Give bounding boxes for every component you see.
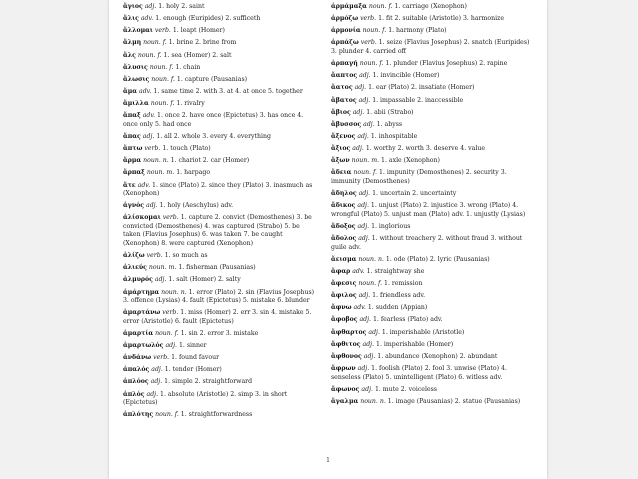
part-of-speech: adj. <box>144 3 157 10</box>
dictionary-entry <box>331 3 535 12</box>
dictionary-entry <box>331 109 535 118</box>
dictionary-entry <box>331 386 535 395</box>
headword: ἁλίσκομαι <box>123 214 161 222</box>
part-of-speech: adj. <box>363 120 375 128</box>
dictionary-entry <box>331 256 535 265</box>
dictionary-entry <box>123 378 319 387</box>
headword: ἄφρων <box>331 364 356 372</box>
part-of-speech: adv. <box>139 87 152 95</box>
definition: 1. salt (Homer) 2. salty <box>168 276 241 284</box>
headword: ἄφνω <box>331 304 352 312</box>
part-of-speech: noun. f. <box>151 75 175 83</box>
part-of-speech: adv. <box>140 15 154 23</box>
definition: 1. abundance (Xenophon) 2. abundant <box>377 352 498 360</box>
headword: ἄφιλος <box>331 292 357 300</box>
definition: 1. sin 2. error 3. mistake <box>180 329 259 337</box>
headword: ἄδεια <box>331 169 352 177</box>
dictionary-entry <box>123 112 319 129</box>
dictionary-entry <box>331 145 535 154</box>
headword: ἅλμη <box>123 39 142 47</box>
dictionary-entry <box>123 276 319 285</box>
headword: ἅμα <box>123 87 138 95</box>
dictionary-entry <box>331 39 535 56</box>
headword: ἄγαλμα <box>331 397 359 405</box>
definition: 1. imperishable (Aristotle) <box>381 328 465 336</box>
dictionary-entry <box>123 264 319 273</box>
headword: ἁρμόζω <box>331 15 359 23</box>
part-of-speech: noun. f. <box>149 63 174 71</box>
dictionary-entry <box>123 289 319 306</box>
definition: 1. sudden (Appian) <box>367 304 428 312</box>
definition: 1. abii (Strabo) <box>366 108 414 116</box>
dictionary-entry <box>123 330 319 339</box>
part-of-speech: adj. <box>154 276 167 284</box>
dictionary-entry <box>331 27 535 36</box>
right-column <box>331 3 535 410</box>
headword: ἅλις <box>123 15 139 23</box>
dictionary-entry <box>331 292 535 301</box>
part-of-speech: adj. <box>359 316 372 324</box>
definition: 1. simple 2. straightforward <box>164 378 253 386</box>
definition: 1. invincible (Homer) <box>372 72 440 80</box>
headword: ἁμάρτημα <box>123 288 160 296</box>
definition: 1. found favour <box>171 354 220 362</box>
part-of-speech: noun. m. <box>148 264 177 272</box>
dictionary-entry <box>123 3 319 12</box>
part-of-speech: noun. f. <box>143 39 167 47</box>
headword: ἅτε <box>123 181 136 189</box>
dictionary-entry <box>123 52 319 61</box>
part-of-speech: adv. <box>142 112 156 120</box>
part-of-speech: adj. <box>352 108 365 116</box>
headword: ἄξων <box>331 157 350 165</box>
definition: 1. absolute (Aristotle) 2. simp 3. in short (Epictetus) <box>123 390 288 407</box>
part-of-speech: verb. <box>360 15 377 23</box>
headword: ἁρμονία <box>331 27 361 35</box>
part-of-speech: verb. <box>162 309 179 317</box>
definition: 1. imperishable (Homer) <box>376 340 454 348</box>
headword: ἅπαξ <box>123 112 141 120</box>
part-of-speech: adj. <box>354 84 367 92</box>
headword: ἄβυσσος <box>331 120 362 128</box>
headword: ἄατος <box>331 84 353 92</box>
part-of-speech: noun. f. <box>359 60 384 68</box>
dictionary-entry <box>331 329 535 338</box>
part-of-speech: adj. <box>358 292 371 300</box>
part-of-speech: adj. <box>150 378 163 386</box>
headword: ἁπλός <box>123 390 145 398</box>
dictionary-entry <box>331 316 535 325</box>
definition: 1. fisherman (Pausanias) <box>178 264 256 272</box>
headword: ἁπλόος <box>123 378 149 386</box>
dictionary-entry <box>123 76 319 85</box>
headword: ἁλμυρός <box>123 276 153 284</box>
dictionary-entry <box>331 169 535 186</box>
definition: 1. leapt (Homer) <box>172 27 225 35</box>
headword: ἅπτω <box>123 145 143 153</box>
dictionary-entry <box>331 97 535 106</box>
dictionary-entry <box>123 157 319 166</box>
definition: 1. inhospitable <box>370 132 418 140</box>
part-of-speech: adj. <box>357 132 369 140</box>
headword: ἅλλομαι <box>123 27 153 35</box>
part-of-speech: verb. <box>360 39 377 47</box>
definition: 1. carriage (Xenophon) <box>394 3 467 10</box>
dictionary-page <box>109 0 547 479</box>
headword: ἄφθονος <box>331 352 362 360</box>
definition: 1. mute 2. voiceless <box>374 385 437 393</box>
headword: ἁλιεύς <box>123 264 147 272</box>
part-of-speech: noun. n. <box>161 288 187 296</box>
part-of-speech: noun. n. <box>143 157 169 165</box>
dictionary-entry <box>331 15 535 24</box>
part-of-speech: noun. n. <box>358 255 384 263</box>
part-of-speech: adj. <box>151 366 163 374</box>
headword: ἄδηλος <box>331 190 357 198</box>
definition: 1. since (Plato) 2. since they (Plato) 3. inasmuch as (Xenophon) <box>123 181 313 198</box>
dictionary-entry <box>123 27 319 36</box>
headword: ἄφθαρτος <box>331 328 367 336</box>
part-of-speech: adj. <box>358 96 371 104</box>
definition: 1. sinner <box>178 342 207 350</box>
headword: ἄφοβος <box>331 316 358 324</box>
definition: 1. touch (Plato) <box>162 145 211 153</box>
part-of-speech: adj. <box>146 202 158 210</box>
dictionary-entry <box>123 169 319 178</box>
part-of-speech: adj. <box>362 340 375 348</box>
dictionary-entry <box>331 190 535 199</box>
headword: ἁρπαγή <box>331 60 358 68</box>
dictionary-entry <box>123 252 319 261</box>
part-of-speech: noun. f. <box>155 329 179 337</box>
part-of-speech: noun. f. <box>358 280 383 287</box>
headword: ἁγνός <box>123 202 145 210</box>
dictionary-entry <box>123 309 319 326</box>
definition: 1. capture (Pausanias) <box>176 75 248 83</box>
part-of-speech: adv. <box>352 267 365 275</box>
headword: ἄφθιτος <box>331 340 361 348</box>
dictionary-entry <box>123 354 319 363</box>
part-of-speech: adj. <box>165 342 177 350</box>
part-of-speech: verb. <box>162 214 179 222</box>
definition: 1. harpago <box>176 169 211 177</box>
dictionary-entry <box>331 268 535 277</box>
headword: ἁνδάνω <box>123 354 152 362</box>
part-of-speech: noun. f. <box>137 51 162 59</box>
headword: ἄδικος <box>331 202 356 210</box>
definition: 1. tender (Homer) <box>164 366 222 374</box>
dictionary-entry <box>123 15 319 24</box>
headword: ἁμαρτάνω <box>123 309 161 317</box>
headword: ἁρπάζω <box>331 39 359 47</box>
definition: 1. all 2. whole 3. every 4. everything <box>156 132 271 140</box>
dictionary-entry <box>123 342 319 351</box>
part-of-speech: noun. f. <box>353 169 378 177</box>
definition: 1. same time 2. with 3. at 4. at once 5. together <box>153 87 303 95</box>
definition: 1. so much as <box>164 252 208 260</box>
part-of-speech: noun. f. <box>368 3 393 10</box>
definition: 1. miss (Homer) 2. err 3. sin 4. mistake 5. error (Aristotle) 6. fault (Epictetus) <box>123 309 312 325</box>
definition: 1. error (Plato) 2. sin (Flavius Josephus) 3. offence (Lysias) 4. fault (Epictetus) 5. mistake 6. blunder <box>123 288 315 305</box>
part-of-speech: noun. n. <box>360 397 386 405</box>
dictionary-entry <box>331 133 535 142</box>
headword: ἁπαλός <box>123 366 150 374</box>
part-of-speech: verb. <box>144 145 161 153</box>
dictionary-entry <box>331 353 535 362</box>
definition: 1. fearless (Plato) adv. <box>372 316 443 324</box>
definition: 1. impassable 2. inaccessible <box>372 96 464 104</box>
dictionary-entry <box>331 223 535 232</box>
headword: ἄβιος <box>331 108 351 116</box>
part-of-speech: adj. <box>358 190 371 198</box>
part-of-speech: adv. <box>137 181 151 189</box>
definition: 1. seize (Flavius Josephus) 2. snatch (Euripides) 3. plunder 4. carried off <box>331 39 530 55</box>
dictionary-entry <box>331 365 535 382</box>
part-of-speech: adj. <box>352 145 364 153</box>
dictionary-entry <box>331 60 535 69</box>
part-of-speech: adv. <box>353 304 366 312</box>
part-of-speech: adj. <box>358 235 370 243</box>
definition: 1. straightway she <box>366 267 425 275</box>
headword: ἁμαρτωλός <box>123 342 164 350</box>
definition: 1. abyss <box>376 120 403 128</box>
headword: ἅλυσις <box>123 63 148 71</box>
headword: ἅμιλλα <box>123 100 149 108</box>
dictionary-entry <box>123 133 319 142</box>
part-of-speech: noun. f. <box>362 27 387 35</box>
definition: 1. holy 2. saint <box>158 3 205 10</box>
definition: 1. ode (Plato) 2. lyric (Pausanias) <box>385 255 490 263</box>
dictionary-entry <box>123 39 319 48</box>
part-of-speech: adj. <box>142 132 155 140</box>
part-of-speech: noun. m. <box>146 169 175 177</box>
headword: ἄβατος <box>331 96 357 104</box>
headword: ἅλωσις <box>123 75 150 83</box>
definition: 1. worthy 2. worth 3. deserve 4. value <box>365 145 485 153</box>
headword: ἄδοξος <box>331 222 356 230</box>
headword: ἁμαρτία <box>123 329 154 337</box>
dictionary-entry <box>123 202 319 211</box>
dictionary-entry <box>331 341 535 350</box>
left-column <box>123 3 319 423</box>
dictionary-entry <box>123 182 319 199</box>
headword: ἅγιος <box>123 3 143 10</box>
dictionary-entry <box>123 145 319 154</box>
dictionary-entry <box>331 235 535 252</box>
headword: ἅρπαξ <box>123 169 145 177</box>
dictionary-entry <box>331 202 535 219</box>
part-of-speech: adj. <box>357 222 370 230</box>
definition: 1. brine 2. brine from <box>168 39 237 47</box>
headword: ἄεισμα <box>331 255 357 263</box>
headword: ἅλς <box>123 51 136 59</box>
definition: 1. impunity (Demosthenes) 2. security 3. immunity (Demosthenes) <box>331 169 507 185</box>
part-of-speech: noun. f. <box>150 100 175 108</box>
dictionary-entry <box>123 88 319 97</box>
dictionary-entry <box>331 72 535 81</box>
headword: ἄδολος <box>331 235 357 243</box>
part-of-speech: adj. <box>357 202 369 210</box>
dictionary-entry <box>331 84 535 93</box>
definition: 1. harmony (Plato) <box>388 27 447 35</box>
page-number: 1 <box>326 457 330 464</box>
dictionary-entry <box>123 64 319 73</box>
definition: 1. enough (Euripides) 2. sufficeth <box>155 15 261 23</box>
definition: 1. plunder (Flavius Josephus) 2. rapine <box>385 60 508 68</box>
headword: ἄφωνος <box>331 385 360 393</box>
headword: ἅπας <box>123 132 141 140</box>
part-of-speech: verb. <box>146 252 163 260</box>
part-of-speech: adj. <box>146 390 159 398</box>
definition: 1. axle (Xenophon) <box>381 157 440 165</box>
definition: 1. chain <box>175 63 201 71</box>
headword: ἄφαρ <box>331 267 351 275</box>
definition: 1. capture 2. convict (Demosthenes) 3. be convicted (Demosthenes) 4. was captured (Strabo) 5. be taken (Flavius Josephus) 6. was taken 7. be caught (Xenophon) 8. were captured (Xenophon) <box>123 214 312 247</box>
definition: 1. once 2. have once (Epictetus) 3. has once 4. once only 5. had once <box>123 112 304 128</box>
part-of-speech: adj. <box>361 385 373 393</box>
part-of-speech: verb. <box>153 354 170 362</box>
dictionary-entry <box>331 157 535 166</box>
dictionary-entry <box>331 398 535 407</box>
definition: 1. rivalry <box>176 100 205 108</box>
part-of-speech: noun. m. <box>351 157 380 165</box>
headword: ἁλίζω <box>123 252 145 260</box>
dictionary-entry <box>331 304 535 313</box>
headword: ἅρμα <box>123 157 142 165</box>
definition: 1. sea (Homer) 2. salt <box>163 51 232 59</box>
headword: ἄξενος <box>331 132 356 140</box>
definition: 1. ear (Plato) 2. insatiate (Homer) <box>368 84 475 92</box>
part-of-speech: verb. <box>154 27 171 35</box>
dictionary-entry <box>123 100 319 109</box>
definition: 1. foolish (Plato) 2. fool 3. unwise (Plato) 4. senseless (Plato) 5. unintelligent (Plato) 6. witless adv. <box>331 364 507 381</box>
definition: 1. remission <box>384 280 423 287</box>
definition: 1. inglorious <box>371 222 411 230</box>
headword: ἄφεσις <box>331 280 357 287</box>
dictionary-entry <box>331 280 535 289</box>
headword: ἄξιος <box>331 145 351 153</box>
dictionary-entry <box>123 214 319 248</box>
dictionary-entry <box>123 411 319 420</box>
definition: 1. holy (Aeschylus) adv. <box>159 202 234 210</box>
dictionary-entry <box>331 121 535 130</box>
definition: 1. straightforwardness <box>180 411 253 419</box>
headword: ἁρμάμαξα <box>331 3 367 10</box>
headword: ἄαπτος <box>331 72 358 80</box>
definition: 1. image (Pausanias) 2. statue (Pausanias) <box>387 397 521 405</box>
definition: 1. friendless adv. <box>372 292 426 300</box>
definition: 1. fit 2. suitable (Aristotle) 3. harmonize <box>378 15 504 23</box>
definition: 1. without treachery 2. without fraud 3. without guile adv. <box>331 235 523 251</box>
part-of-speech: adj. <box>359 72 371 80</box>
part-of-speech: noun. f. <box>155 411 179 419</box>
definition: 1. unjust (Plato) 2. injustice 3. wrong (Plato) 4. wrongful (Plato) 5. unjust man (Plato) adv. 1. unjustly (Lysias) <box>331 202 526 218</box>
headword: ἁπλότης <box>123 411 154 419</box>
part-of-speech: adj. <box>357 364 370 372</box>
dictionary-entry <box>123 391 319 408</box>
part-of-speech: adj. <box>363 352 376 360</box>
part-of-speech: adj. <box>368 328 380 336</box>
definition: 1. chariot 2. car (Homer) <box>170 157 250 165</box>
dictionary-entry <box>123 366 319 375</box>
definition: 1. uncertain 2. uncertainty <box>372 190 457 198</box>
